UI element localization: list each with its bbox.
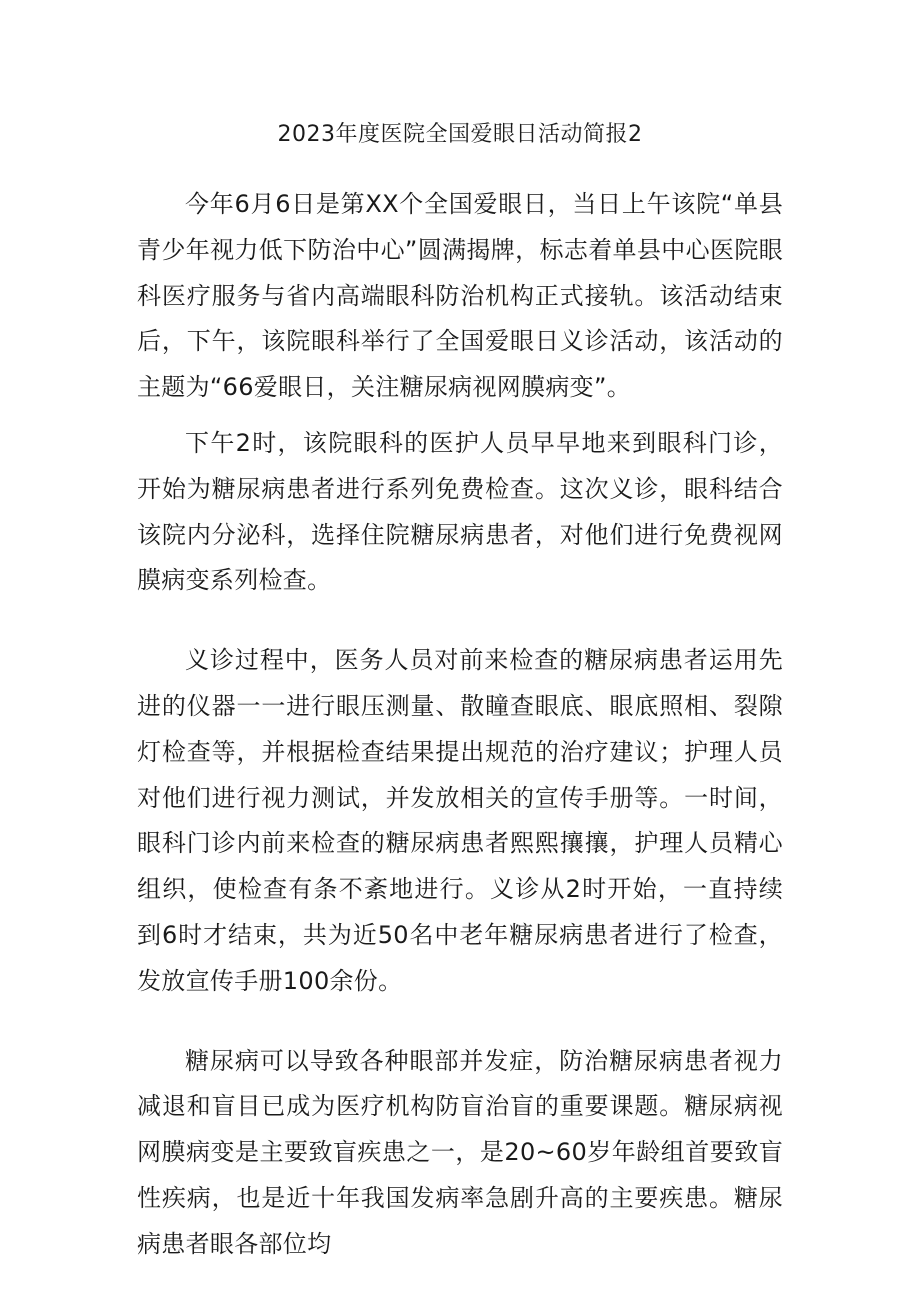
paragraph-4: 糖尿病可以导致各种眼部并发症，防治糖尿病患者视力减退和盲目已成为医疗机构防盲治盲的重要课题。糖尿病视网膜病变是主要致盲疾患之一，是20~60岁年龄组首要致盲性疾病，也是近十年我国发病率急剧升高的主要疾患。糖尿病患者眼各部位均 (137, 1046, 783, 1258)
paragraph-1: 今年6月6日是第XX个全国爱眼日，当日上午该院“单县青少年视力低下防治中心”圆满揭牌，标志着单县中心医院眼科医疗服务与省内高端眼科防治机构正式接轨。该活动结束后，下午，该院眼科举行了全国爱眼日义诊活动，该活动的主题为“66爱眼日，关注糖尿病视网膜病变”。 (137, 190, 784, 402)
paragraph-2: 下午2时，该院眼科的医护人员早早地来到眼科门诊，开始为糖尿病患者进行系列免费检查。这次义诊，眼科结合该院内分泌科，选择住院糖尿病患者，对他们进行免费视网膜病变系列检查。 (137, 428, 783, 595)
document-title: 2023年度医院全国爱眼日活动简报2 (277, 122, 643, 147)
document-body (137, 182, 783, 1268)
paragraph-3: 义诊过程中，医务人员对前来检查的糖尿病患者运用先进的仪器一一进行眼压测量、散瞳查眼底、眼底照相、裂隙灯检查等，并根据检查结果提出规范的治疗建议；护理人员对他们进行视力测试，并发放相关的宣传手册等。一时间，眼科门诊内前来检查的糖尿病患者熙熙攘攘，护理人员精心组织，使检查有条不紊地进行。义诊从2时开始，一直持续到6时才结束，共为近50名中老年糖尿病患者进行了检查，发放宣传手册100余份。 (137, 646, 783, 995)
